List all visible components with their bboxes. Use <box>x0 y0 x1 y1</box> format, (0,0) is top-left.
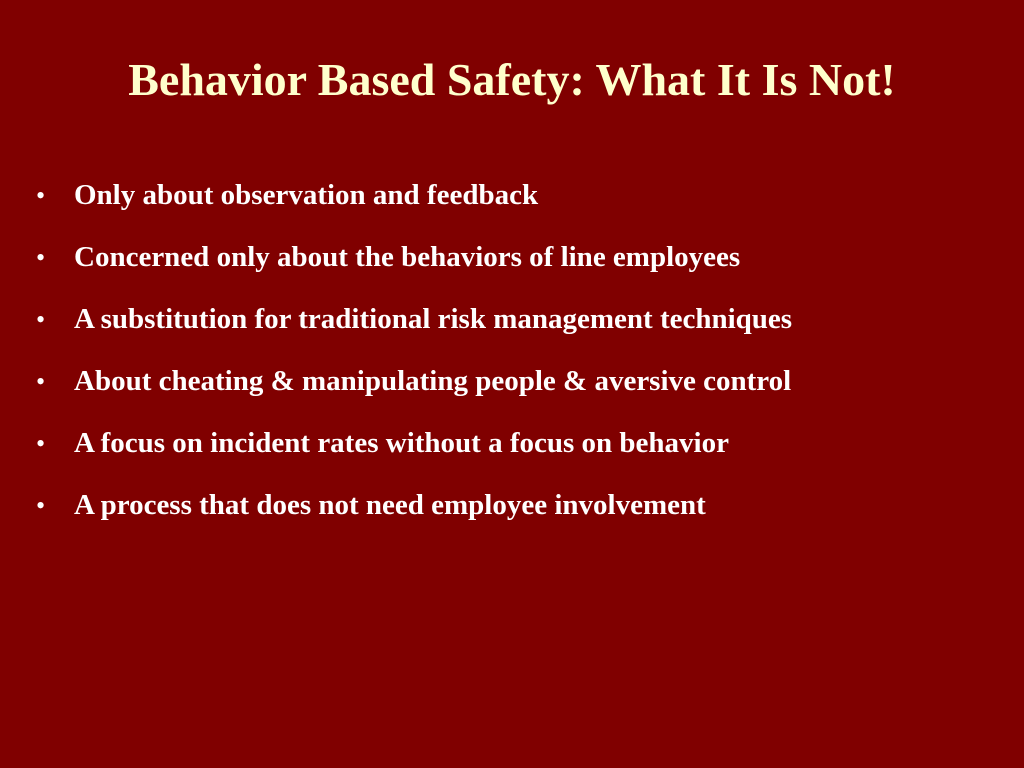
list-item <box>36 298 996 360</box>
bullet-text: About cheating & manipulating people & aversive control <box>74 365 792 397</box>
list-item <box>36 422 996 484</box>
bullet-text: Only about observation and feedback <box>74 179 539 211</box>
slide-title: Behavior Based Safety: What It Is Not! <box>128 54 896 105</box>
bullet-list <box>36 174 996 546</box>
bullet-icon: • <box>36 181 46 210</box>
bullet-icon: • <box>36 367 46 396</box>
bullet-icon: • <box>36 429 46 458</box>
list-item <box>36 484 996 546</box>
bullet-text: A substitution for traditional risk management techniques <box>74 303 793 335</box>
bullet-icon: • <box>36 305 46 334</box>
list-item <box>36 174 996 236</box>
bullet-icon: • <box>36 243 46 272</box>
list-item <box>36 236 996 298</box>
list-item <box>36 360 996 422</box>
bullet-text: A focus on incident rates without a focus on behavior <box>74 427 729 459</box>
bullet-text: A process that does not need employee involvement <box>74 489 706 521</box>
bullet-icon: • <box>36 491 46 520</box>
bullet-text: Concerned only about the behaviors of line employees <box>74 241 741 273</box>
